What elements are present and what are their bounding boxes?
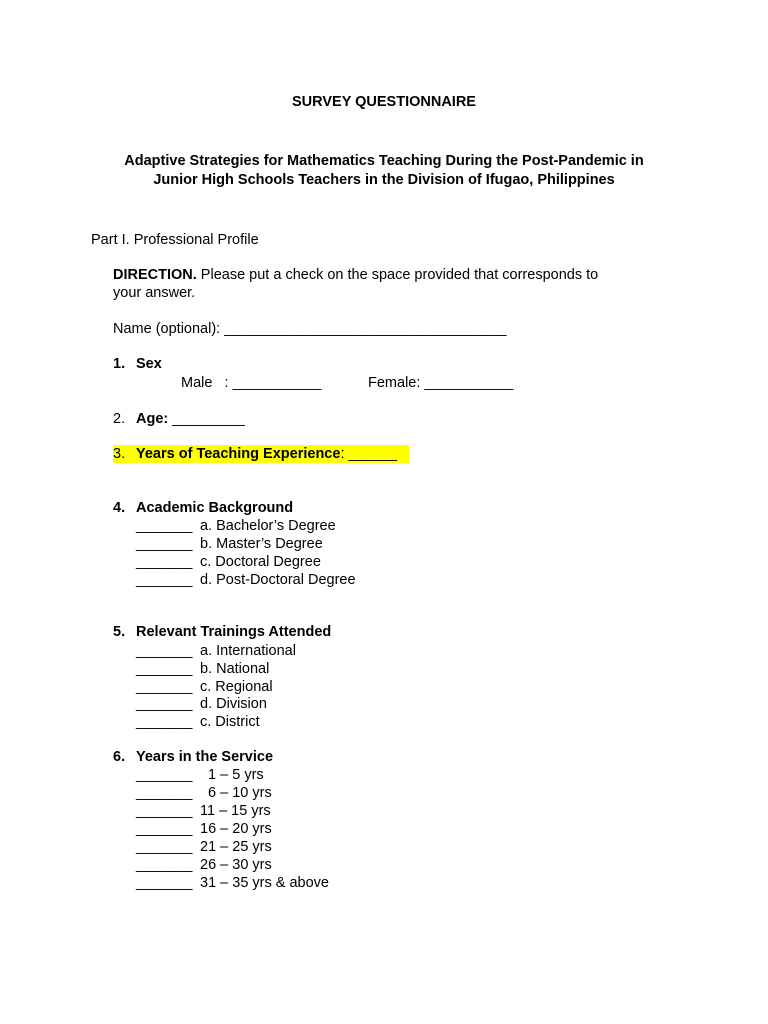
option-label: b. National — [200, 661, 270, 677]
direction-text: Please put a check on the space provided that corresponds to — [196, 267, 599, 283]
option-blank[interactable]: _______ — [136, 696, 193, 712]
option-label: b. Master’s Degree — [200, 536, 323, 552]
training-option[interactable] — [136, 695, 267, 713]
direction-line-2: your answer. — [113, 285, 196, 301]
option-blank[interactable]: _______ — [136, 785, 193, 801]
q4-heading: Academic Background — [136, 500, 294, 516]
service-option[interactable] — [136, 766, 264, 784]
option-blank[interactable]: _______ — [136, 803, 193, 819]
teaching-experience-blank[interactable]: ______ — [348, 446, 397, 462]
option-blank[interactable]: _______ — [136, 767, 193, 783]
option-blank[interactable]: _______ — [136, 536, 193, 552]
option-label: 11 – 15 yrs — [200, 803, 271, 819]
option-blank[interactable]: _______ — [136, 643, 193, 659]
sex-male-field[interactable] — [181, 374, 321, 392]
service-option[interactable] — [136, 784, 272, 802]
option-blank[interactable]: _______ — [136, 839, 193, 855]
option-label: d. Division — [200, 696, 267, 712]
option-label: d. Post-Doctoral Degree — [200, 572, 356, 588]
service-option[interactable] — [136, 802, 271, 820]
q6-number: 6. — [113, 749, 126, 765]
subtitle-line-1: Adaptive Strategies for Mathematics Teaching During the Post-Pandemic in — [124, 153, 644, 169]
age-field[interactable] — [136, 410, 245, 428]
academic-option[interactable] — [136, 517, 336, 535]
service-option[interactable] — [136, 838, 272, 856]
option-blank[interactable]: _______ — [136, 518, 193, 534]
academic-option[interactable] — [136, 535, 323, 553]
document-title: SURVEY QUESTIONNAIRE — [292, 94, 476, 110]
option-label: 21 – 25 yrs — [200, 839, 272, 855]
q3-highlight — [113, 445, 409, 463]
q4-number: 4. — [113, 500, 126, 516]
training-option[interactable] — [136, 642, 296, 660]
option-blank[interactable]: _______ — [136, 714, 193, 730]
option-label: c. Doctoral Degree — [200, 554, 321, 570]
q1-number: 1. — [113, 356, 126, 372]
option-blank[interactable]: _______ — [136, 875, 193, 891]
name-label: Name (optional): — [113, 321, 221, 337]
male-label: Male : — [181, 375, 229, 391]
male-blank[interactable]: ___________ — [232, 375, 322, 391]
service-option[interactable] — [136, 874, 329, 892]
option-blank[interactable]: _______ — [136, 572, 193, 588]
training-option[interactable] — [136, 678, 273, 696]
name-field[interactable] — [113, 320, 506, 338]
q3-colon: : — [340, 446, 345, 462]
q6-heading: Years in the Service — [136, 749, 274, 765]
age-blank[interactable]: _________ — [172, 411, 245, 427]
name-blank[interactable]: ___________________________________ — [224, 321, 507, 337]
option-label: 6 – 10 yrs — [200, 785, 272, 801]
option-label: 26 – 30 yrs — [200, 857, 272, 873]
direction-line-1 — [113, 266, 598, 284]
option-label: c. District — [200, 714, 260, 730]
q2-number: 2. — [113, 411, 126, 427]
option-label: a. Bachelor’s Degree — [200, 518, 336, 534]
option-blank[interactable]: _______ — [136, 857, 193, 873]
female-label: Female: — [368, 375, 421, 391]
teaching-experience-field[interactable] — [136, 445, 397, 463]
option-label: 1 – 5 yrs — [200, 767, 264, 783]
subtitle-line-2: Junior High Schools Teachers in the Division of Ifugao, Philippines — [153, 172, 615, 188]
q5-number: 5. — [113, 624, 126, 640]
training-option[interactable] — [136, 660, 269, 678]
sex-female-field[interactable] — [368, 374, 513, 392]
academic-option[interactable] — [136, 571, 356, 589]
q5-heading: Relevant Trainings Attended — [136, 624, 332, 640]
service-option[interactable] — [136, 820, 272, 838]
training-option[interactable] — [136, 713, 260, 731]
direction-label: DIRECTION. — [113, 267, 197, 283]
option-label: c. Regional — [200, 679, 273, 695]
female-blank[interactable]: ___________ — [424, 375, 514, 391]
q3-heading: Years of Teaching Experience — [136, 446, 341, 462]
option-label: 31 – 35 yrs & above — [200, 875, 329, 891]
option-label: 16 – 20 yrs — [200, 821, 272, 837]
option-blank[interactable]: _______ — [136, 661, 193, 677]
option-blank[interactable]: _______ — [136, 554, 193, 570]
option-blank[interactable]: _______ — [136, 679, 193, 695]
option-blank[interactable]: _______ — [136, 821, 193, 837]
option-label: a. International — [200, 643, 296, 659]
part-heading: Part I. Professional Profile — [91, 232, 259, 248]
q1-heading: Sex — [136, 356, 162, 372]
service-option[interactable] — [136, 856, 272, 874]
q3-number: 3. — [113, 446, 126, 462]
q2-heading: Age: — [136, 411, 169, 427]
academic-option[interactable] — [136, 553, 321, 571]
